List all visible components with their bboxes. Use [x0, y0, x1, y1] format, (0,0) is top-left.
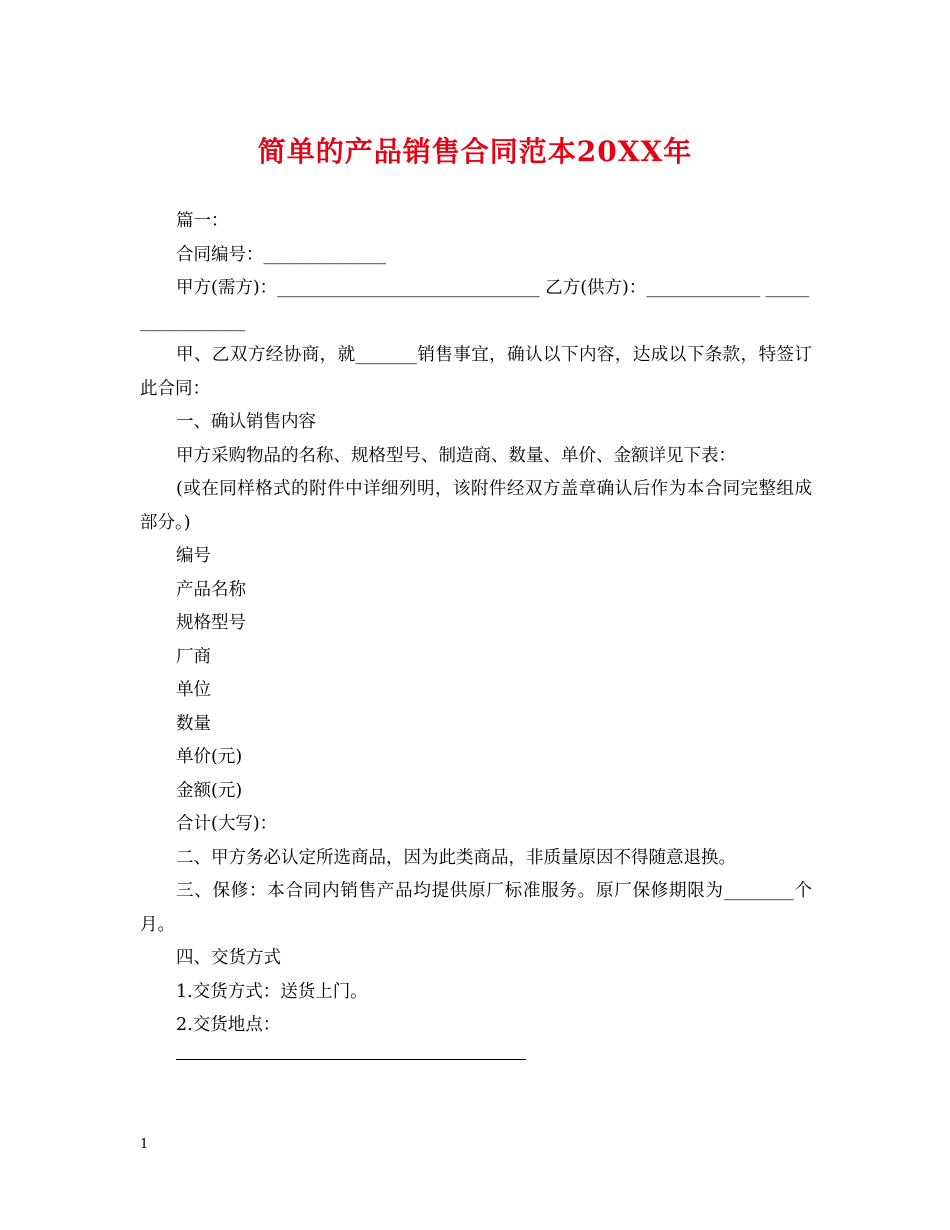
page-number: 1 [140, 1137, 149, 1152]
table-field-label: 单价(元) [176, 747, 243, 767]
contract-body [140, 205, 812, 1076]
table-field-label: 合计(大写)： [176, 814, 278, 834]
clause-text: 2.交货地点： [176, 1015, 281, 1035]
fill-in-underline [176, 1059, 526, 1060]
clause-text: (或在同样格式的附件中详细列明，该附件经双方盖章确认后作为本合同完整组成部分。) [140, 479, 812, 533]
clause-text: 三、保修：本合同内销售产品均提供原厂标准服务。原厂保修期限为________个月。 [140, 881, 812, 935]
table-field-label: 规格型号 [176, 613, 246, 633]
clause-text: 二、甲方务必认定所选商品，因为此类商品，非质量原因不得随意退换。 [176, 847, 736, 868]
preamble-paragraph: 甲、乙双方经协商，就_______销售事宜，确认以下内容，达成以下条款，特签订此合同： [140, 345, 812, 399]
clause-heading: 四、交货方式 [176, 948, 281, 968]
table-field-label: 厂商 [176, 646, 211, 667]
table-field-label: 产品名称 [176, 579, 246, 600]
table-field-label: 金额(元) [176, 780, 243, 801]
clause-text: 1.交货方式：送货上门。 [176, 981, 368, 1002]
table-field-label: 编号 [176, 546, 211, 566]
table-field-label: 单位 [176, 680, 211, 700]
parties-line: 甲方(需方)：______________________________ 乙方(供方)：_____________ _________________ [140, 278, 810, 332]
section-label: 篇一： [176, 211, 229, 231]
clause-heading: 一、确认销售内容 [176, 412, 316, 432]
table-field-label: 数量 [176, 713, 211, 734]
contract-number-line: 合同编号：______________ [176, 244, 386, 265]
address-fill-line [140, 1043, 812, 1077]
clause-text: 甲方采购物品的名称、规格型号、制造商、数量、单价、金额详见下表： [176, 445, 736, 466]
page-title: 简单的产品销售合同范本20XX年 [257, 135, 693, 168]
